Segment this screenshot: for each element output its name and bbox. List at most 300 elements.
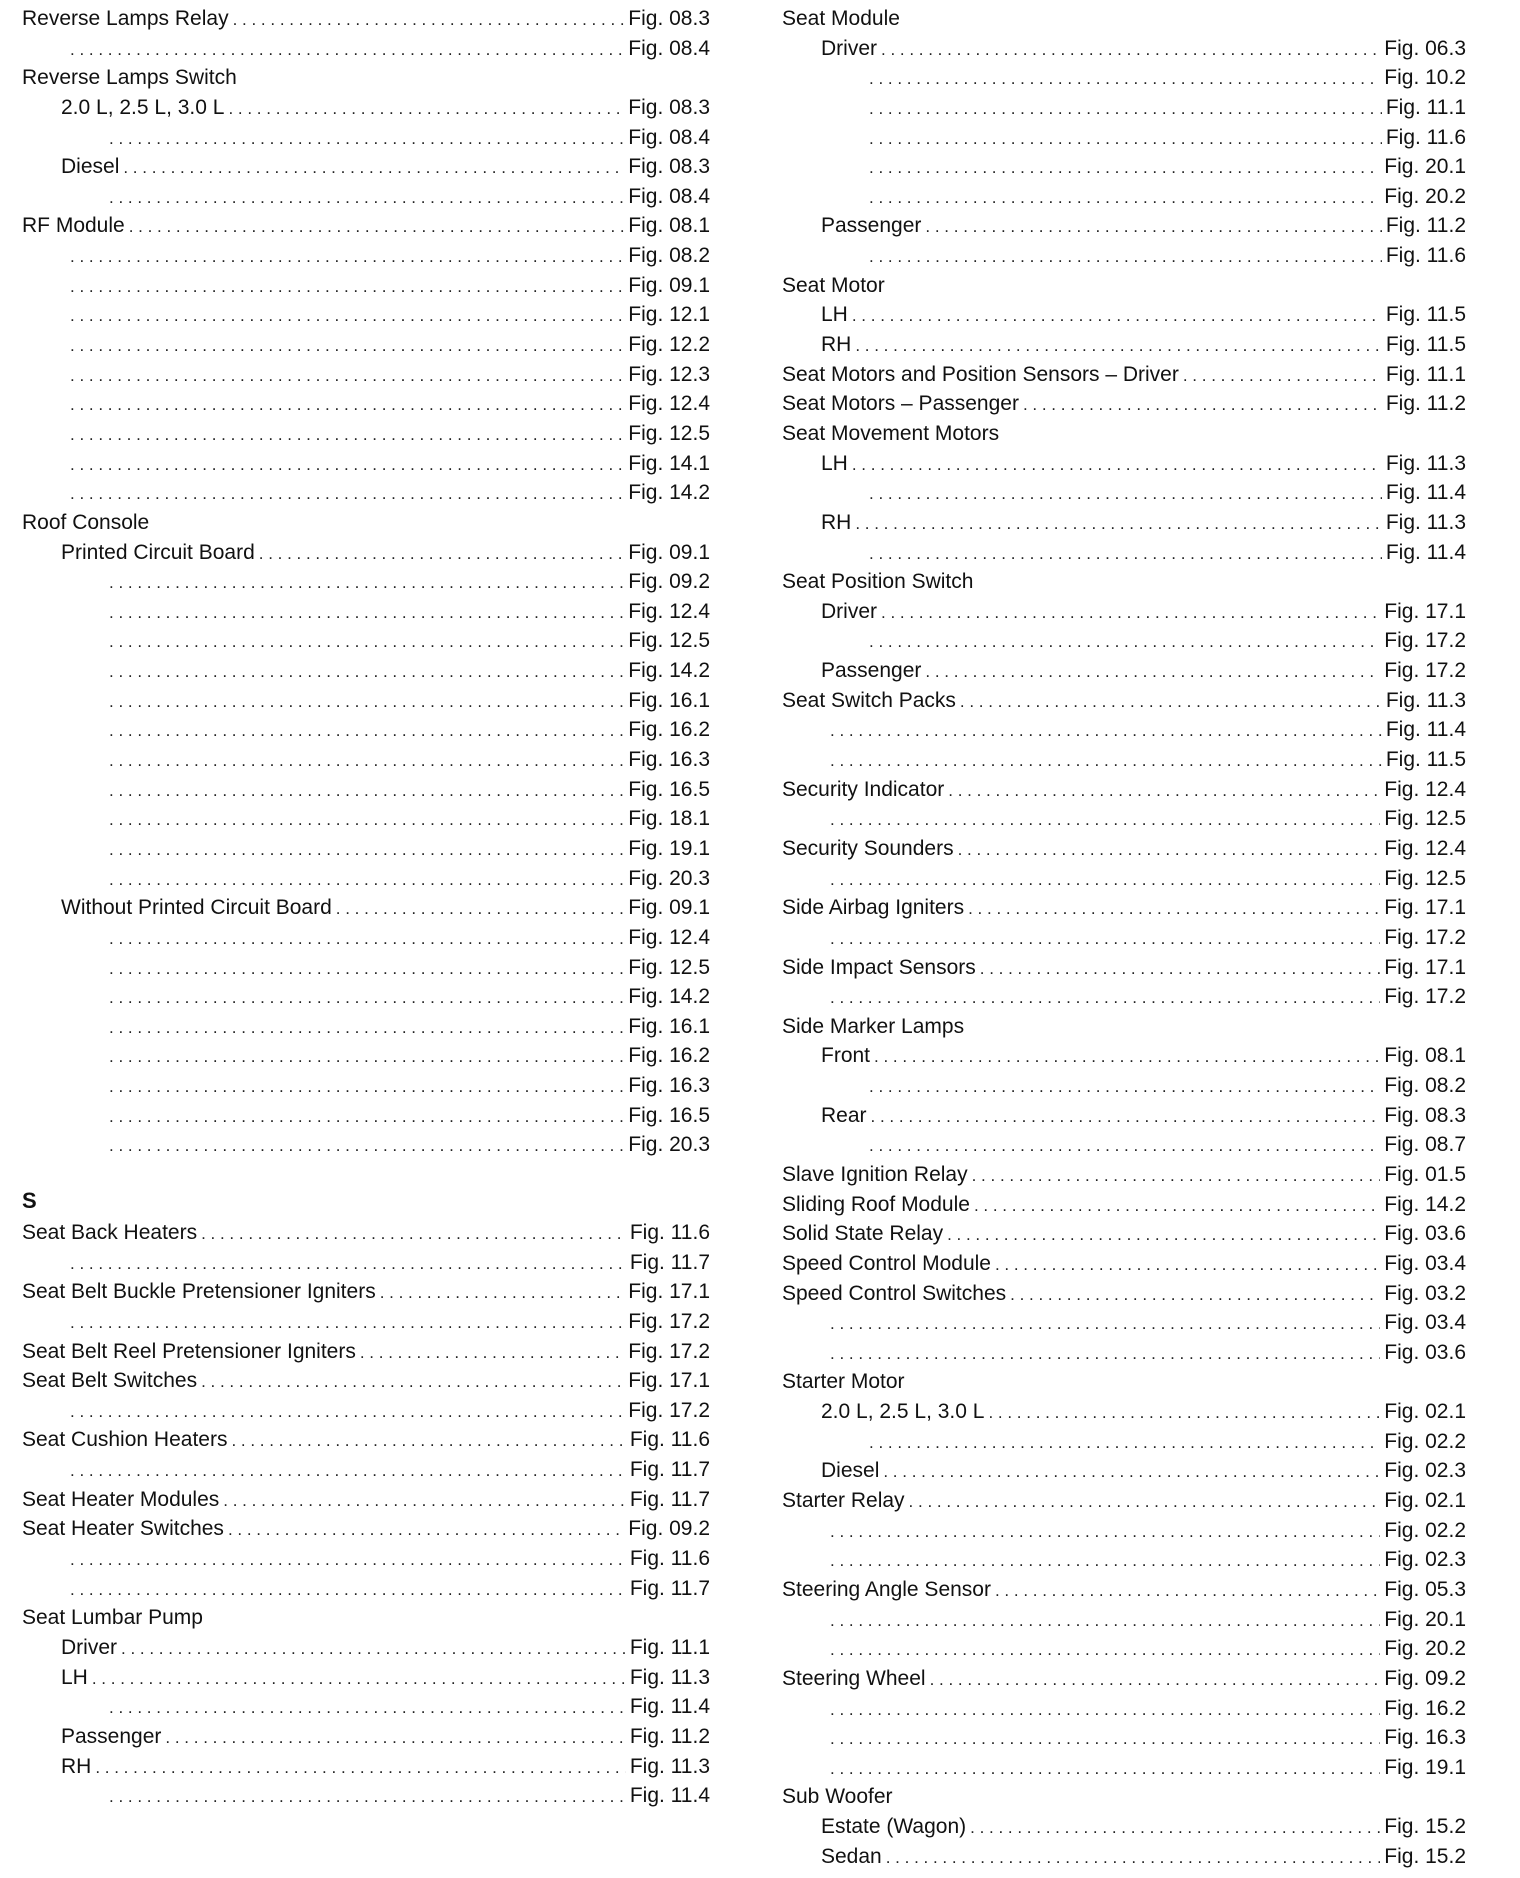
dot-leader xyxy=(259,539,625,569)
dot-leader xyxy=(830,1517,1380,1547)
figure-reference: Fig. 08.4 xyxy=(628,184,710,208)
entry-label: Security Indicator xyxy=(782,777,945,801)
entry-label: Speed Control Module xyxy=(782,1251,991,1275)
entry-label: Security Sounders xyxy=(782,836,954,860)
index-entry xyxy=(22,1337,710,1367)
index-entry-continuation xyxy=(22,567,710,597)
index-entry-continuation xyxy=(782,715,1466,745)
index-entry-continuation xyxy=(782,1694,1466,1724)
dot-leader xyxy=(380,1278,625,1308)
figure-reference: Fig. 11.3 xyxy=(629,1665,710,1689)
dot-leader xyxy=(109,746,624,776)
figure-reference: Fig. 20.3 xyxy=(628,866,710,890)
dot-leader xyxy=(70,1575,626,1605)
entry-label: RH xyxy=(61,1754,92,1778)
figure-reference: Fig. 11.7 xyxy=(629,1576,710,1600)
index-entry xyxy=(782,1249,1466,1279)
index-entry xyxy=(782,1367,1466,1397)
index-entry-continuation xyxy=(782,1753,1466,1783)
dot-leader xyxy=(830,1546,1380,1576)
figure-reference: Fig. 17.2 xyxy=(628,1398,710,1422)
index-entry xyxy=(22,1663,710,1693)
figure-reference: Fig. 16.5 xyxy=(628,1103,710,1127)
index-entry xyxy=(22,1722,710,1752)
figure-reference: Fig. 03.4 xyxy=(1384,1311,1466,1335)
dot-leader xyxy=(869,153,1380,183)
entry-label: Seat Switch Packs xyxy=(782,688,956,712)
figure-reference: Fig. 12.4 xyxy=(1384,836,1466,860)
figure-reference: Fig. 12.5 xyxy=(1384,866,1466,890)
entry-label: Starter Relay xyxy=(782,1489,905,1513)
dot-leader xyxy=(109,687,624,717)
figure-reference: Fig. 16.1 xyxy=(628,1014,710,1038)
figure-reference: Fig. 12.1 xyxy=(628,303,710,327)
dot-leader xyxy=(70,1308,624,1338)
entry-label: Steering Angle Sensor xyxy=(782,1577,991,1601)
figure-reference: Fig. 11.3 xyxy=(1385,451,1466,475)
figure-reference: Fig. 02.3 xyxy=(1384,1459,1466,1483)
index-entry-continuation xyxy=(22,478,710,508)
entry-label: Seat Belt Reel Pretensioner Igniters xyxy=(22,1339,356,1363)
dot-leader xyxy=(995,1250,1380,1280)
entry-label: Seat Cushion Heaters xyxy=(22,1428,228,1452)
index-entry xyxy=(782,1397,1466,1427)
index-entry-continuation xyxy=(22,1692,710,1722)
index-entry-continuation xyxy=(782,182,1466,212)
dot-leader xyxy=(869,479,1382,509)
index-entry xyxy=(782,1012,1466,1042)
dot-leader xyxy=(869,124,1382,154)
index-entry-continuation xyxy=(782,1605,1466,1635)
figure-reference: Fig. 08.3 xyxy=(1384,1103,1466,1127)
index-entry-continuation xyxy=(22,686,710,716)
figure-reference: Fig. 16.3 xyxy=(628,1074,710,1098)
index-entry xyxy=(782,1575,1466,1605)
index-entry-continuation xyxy=(22,1130,710,1160)
index-entry-continuation xyxy=(22,419,710,449)
entry-label: LH xyxy=(821,451,848,475)
dot-leader xyxy=(1023,390,1382,420)
dot-leader xyxy=(70,361,624,391)
index-entry xyxy=(782,1279,1466,1309)
dot-leader xyxy=(869,1072,1380,1102)
figure-reference: Fig. 20.2 xyxy=(1384,1637,1466,1661)
dot-leader xyxy=(948,776,1380,806)
dot-leader xyxy=(925,657,1380,687)
index-entry-continuation xyxy=(782,626,1466,656)
dot-leader xyxy=(871,1102,1381,1132)
index-entry xyxy=(782,1456,1466,1486)
figure-reference: Fig. 17.2 xyxy=(1384,629,1466,653)
index-entry xyxy=(22,1277,710,1307)
figure-reference: Fig. 11.3 xyxy=(629,1754,710,1778)
dot-leader xyxy=(830,805,1380,835)
dot-leader xyxy=(109,983,624,1013)
entry-label: Seat Motors – Passenger xyxy=(782,392,1019,416)
dot-leader xyxy=(109,716,624,746)
dot-leader xyxy=(228,1515,624,1545)
entry-label: Side Marker Lamps xyxy=(782,1014,965,1038)
entry-label: Sliding Roof Module xyxy=(782,1192,970,1216)
figure-reference: Fig. 12.5 xyxy=(628,421,710,445)
index-entry xyxy=(22,1603,710,1633)
dot-leader xyxy=(869,242,1382,272)
index-entry xyxy=(782,567,1466,597)
index-entry xyxy=(782,893,1466,923)
dot-leader xyxy=(109,598,624,628)
dot-leader xyxy=(874,1042,1380,1072)
figure-reference: Fig. 10.2 xyxy=(1384,66,1466,90)
figure-reference: Fig. 20.3 xyxy=(628,1133,710,1157)
index-entry-continuation xyxy=(22,330,710,360)
dot-leader xyxy=(95,1753,626,1783)
figure-reference: Fig. 12.4 xyxy=(628,925,710,949)
figure-reference: Fig. 12.3 xyxy=(628,362,710,386)
figure-reference: Fig. 08.1 xyxy=(628,214,710,238)
entry-label: Seat Belt Buckle Pretensioner Igniters xyxy=(22,1280,376,1304)
dot-leader xyxy=(70,331,624,361)
figure-reference: Fig. 11.1 xyxy=(1385,362,1466,386)
figure-reference: Fig. 09.2 xyxy=(628,570,710,594)
entry-label: Sedan xyxy=(821,1844,882,1868)
figure-reference: Fig. 16.2 xyxy=(1384,1696,1466,1720)
index-entry xyxy=(782,1486,1466,1516)
dot-leader xyxy=(830,1309,1380,1339)
dot-leader xyxy=(974,1191,1380,1221)
entry-label: Driver xyxy=(821,36,877,60)
figure-reference: Fig. 16.2 xyxy=(628,718,710,742)
index-entry-continuation xyxy=(782,241,1466,271)
dot-leader xyxy=(92,1664,626,1694)
dot-leader xyxy=(129,212,625,242)
dot-leader xyxy=(109,1131,624,1161)
dot-leader xyxy=(830,924,1380,954)
dot-leader xyxy=(830,716,1382,746)
dot-leader xyxy=(855,509,1382,539)
entry-label: Seat Heater Switches xyxy=(22,1517,224,1541)
index-entry xyxy=(782,360,1466,390)
index-entry xyxy=(22,1366,710,1396)
entry-label: Starter Motor xyxy=(782,1370,905,1394)
entry-label: Rear xyxy=(821,1103,867,1127)
index-entry xyxy=(782,953,1466,983)
figure-reference: Fig. 14.2 xyxy=(1384,1192,1466,1216)
dot-leader xyxy=(830,1606,1380,1636)
entry-label: Reverse Lamps Switch xyxy=(22,66,237,90)
entry-label: RF Module xyxy=(22,214,125,238)
index-entry xyxy=(22,538,710,568)
figure-reference: Fig. 11.7 xyxy=(629,1487,710,1511)
figure-reference: Fig. 08.3 xyxy=(628,7,710,30)
index-entry-continuation xyxy=(782,1516,1466,1546)
entry-label: Seat Movement Motors xyxy=(782,421,1000,445)
figure-reference: Fig. 12.5 xyxy=(628,629,710,653)
index-entry xyxy=(782,330,1466,360)
index-entry-continuation xyxy=(782,745,1466,775)
index-entry xyxy=(22,152,710,182)
figure-reference: Fig. 14.2 xyxy=(628,481,710,505)
dot-leader xyxy=(886,1843,1381,1873)
index-entry-continuation xyxy=(22,1071,710,1101)
dot-leader xyxy=(70,390,624,420)
dot-leader xyxy=(121,1634,626,1664)
dot-leader xyxy=(830,865,1380,895)
entry-label: Driver xyxy=(61,1635,117,1659)
entry-label: Speed Control Switches xyxy=(782,1281,1007,1305)
index-entry-continuation xyxy=(22,745,710,775)
index-entry xyxy=(782,1160,1466,1190)
entry-label: Steering Wheel xyxy=(782,1666,926,1690)
index-entry xyxy=(22,1218,710,1248)
figure-reference: Fig. 17.2 xyxy=(1384,925,1466,949)
dot-leader xyxy=(1183,361,1382,391)
index-entry-continuation xyxy=(782,1545,1466,1575)
figure-reference: Fig. 08.3 xyxy=(628,95,710,119)
dot-leader xyxy=(869,1428,1380,1458)
figure-reference: Fig. 17.2 xyxy=(628,1339,710,1363)
dot-leader xyxy=(869,94,1382,124)
figure-reference: Fig. 17.1 xyxy=(1384,896,1466,920)
figure-reference: Fig. 09.2 xyxy=(628,1517,710,1541)
index-entry-continuation xyxy=(22,34,710,64)
index-entry-continuation xyxy=(22,923,710,953)
figure-reference: Fig. 11.6 xyxy=(629,1220,710,1244)
figure-reference: Fig. 20.1 xyxy=(1384,1607,1466,1631)
index-entry xyxy=(22,1514,710,1544)
entry-label: Seat Heater Modules xyxy=(22,1487,220,1511)
dot-leader xyxy=(830,746,1382,776)
index-entry-continuation xyxy=(782,538,1466,568)
index-entry-continuation xyxy=(22,953,710,983)
dot-leader xyxy=(109,1042,624,1072)
index-entry-continuation xyxy=(782,152,1466,182)
index-entry-continuation xyxy=(22,597,710,627)
index-entry-continuation xyxy=(22,715,710,745)
figure-reference: Fig. 12.4 xyxy=(1384,777,1466,801)
dot-leader xyxy=(70,301,624,331)
entry-label: Seat Position Switch xyxy=(782,570,974,594)
dot-leader xyxy=(360,1338,624,1368)
figure-reference: Fig. 03.2 xyxy=(1384,1281,1466,1305)
dot-leader xyxy=(830,1695,1380,1725)
figure-reference: Fig. 02.2 xyxy=(1384,1429,1466,1453)
dot-leader xyxy=(909,1487,1381,1517)
figure-reference: Fig. 17.1 xyxy=(628,1369,710,1393)
index-entry xyxy=(782,1041,1466,1071)
entry-label: Roof Console xyxy=(22,510,150,534)
index-entry-continuation xyxy=(782,478,1466,508)
index-entry-continuation xyxy=(22,1041,710,1071)
index-entry-continuation xyxy=(22,1012,710,1042)
dot-leader xyxy=(336,894,625,924)
dot-leader xyxy=(70,1249,626,1279)
entry-label: RH xyxy=(821,333,852,357)
dot-leader xyxy=(201,1219,626,1249)
figure-reference: Fig. 15.2 xyxy=(1384,1844,1466,1868)
entry-label: Side Airbag Igniters xyxy=(782,896,965,920)
index-entry-continuation xyxy=(22,449,710,479)
index-entry-continuation xyxy=(22,271,710,301)
dot-leader xyxy=(109,1072,624,1102)
index-entry xyxy=(782,686,1466,716)
figure-reference: Fig. 02.2 xyxy=(1384,1518,1466,1542)
index-entry-continuation xyxy=(22,626,710,656)
index-entry xyxy=(782,300,1466,330)
dot-leader xyxy=(830,1724,1380,1754)
dot-leader xyxy=(830,1754,1380,1784)
dot-leader xyxy=(869,64,1380,94)
dot-leader xyxy=(109,183,624,213)
index-entry xyxy=(782,834,1466,864)
entry-label: Reverse Lamps Relay xyxy=(22,7,229,30)
entry-label: Side Impact Sensors xyxy=(782,955,976,979)
dot-leader xyxy=(70,1397,624,1427)
figure-reference: Fig. 20.2 xyxy=(1384,184,1466,208)
dot-leader xyxy=(109,124,624,154)
dot-leader xyxy=(109,924,624,954)
dot-leader xyxy=(223,1486,626,1516)
index-entry xyxy=(22,4,710,34)
dot-leader xyxy=(70,242,624,272)
index-entry xyxy=(782,211,1466,241)
index-entry xyxy=(22,1752,710,1782)
dot-leader xyxy=(869,539,1382,569)
index-entry xyxy=(22,1425,710,1455)
dot-leader xyxy=(869,183,1380,213)
dot-leader xyxy=(830,1339,1380,1369)
figure-reference: Fig. 08.2 xyxy=(1384,1074,1466,1098)
dot-leader xyxy=(881,35,1380,65)
entry-label: Solid State Relay xyxy=(782,1222,944,1246)
dot-leader xyxy=(869,1131,1380,1161)
entry-label: Seat Lumbar Pump xyxy=(22,1606,203,1630)
figure-reference: Fig. 11.2 xyxy=(1385,214,1466,238)
entry-label: Driver xyxy=(821,599,877,623)
dot-leader xyxy=(925,212,1381,242)
entry-label: Estate (Wagon) xyxy=(821,1815,967,1839)
dot-leader xyxy=(165,1723,625,1753)
entry-label: 2.0 L, 2.5 L, 3.0 L xyxy=(61,95,225,119)
dot-leader xyxy=(830,1635,1380,1665)
index-entry xyxy=(782,656,1466,686)
dot-leader xyxy=(70,479,624,509)
figure-reference: Fig. 11.3 xyxy=(1385,510,1466,534)
figure-reference: Fig. 14.1 xyxy=(628,451,710,475)
index-entry xyxy=(22,893,710,923)
figure-reference: Fig. 11.5 xyxy=(1385,333,1466,357)
figure-reference: Fig. 16.5 xyxy=(628,777,710,801)
figure-reference: Fig. 12.4 xyxy=(628,392,710,416)
index-entry xyxy=(782,1190,1466,1220)
index-entry-continuation xyxy=(22,775,710,805)
index-entry-continuation xyxy=(782,1723,1466,1753)
index-entry-continuation xyxy=(22,1396,710,1426)
figure-reference: Fig. 11.4 xyxy=(629,1695,710,1719)
entry-label: LH xyxy=(61,1665,88,1689)
figure-reference: Fig. 09.1 xyxy=(628,540,710,564)
index-entry-continuation xyxy=(22,360,710,390)
index-entry-continuation xyxy=(782,864,1466,894)
dot-leader xyxy=(1010,1280,1380,1310)
dot-leader xyxy=(70,1545,626,1575)
entry-label: LH xyxy=(821,303,848,327)
dot-leader xyxy=(109,568,624,598)
entry-label: Printed Circuit Board xyxy=(61,540,255,564)
figure-reference: Fig. 02.3 xyxy=(1384,1548,1466,1572)
index-entry-continuation xyxy=(22,1101,710,1131)
figure-reference: Fig. 08.2 xyxy=(628,244,710,268)
dot-leader xyxy=(109,657,624,687)
index-entry-continuation xyxy=(22,1455,710,1485)
figure-reference: Fig. 19.1 xyxy=(628,836,710,860)
figure-reference: Fig. 20.1 xyxy=(1384,155,1466,179)
dot-leader xyxy=(109,954,624,984)
dot-leader xyxy=(869,627,1380,657)
index-entry xyxy=(782,271,1466,301)
figure-reference: Fig. 08.4 xyxy=(628,125,710,149)
figure-reference: Fig. 02.1 xyxy=(1384,1400,1466,1424)
dot-leader xyxy=(970,1813,1380,1843)
figure-reference: Fig. 11.1 xyxy=(1385,95,1466,119)
dot-leader xyxy=(70,1456,626,1486)
dot-leader xyxy=(968,894,1380,924)
dot-leader xyxy=(231,1426,625,1456)
figure-reference: Fig. 11.7 xyxy=(629,1250,710,1274)
dot-leader xyxy=(852,450,1382,480)
dot-leader xyxy=(109,1693,626,1723)
dot-leader xyxy=(881,598,1380,628)
figure-reference: Fig. 08.1 xyxy=(1384,1044,1466,1068)
index-entry xyxy=(782,1842,1466,1872)
index-entry-continuation xyxy=(782,93,1466,123)
figure-reference: Fig. 17.2 xyxy=(1384,659,1466,683)
index-entry-continuation xyxy=(22,1574,710,1604)
dot-leader xyxy=(972,1161,1381,1191)
entry-label: Passenger xyxy=(61,1724,162,1748)
index-entry xyxy=(782,4,1466,34)
dot-leader xyxy=(883,1457,1380,1487)
index-entry-continuation xyxy=(22,982,710,1012)
index-entry-continuation xyxy=(22,300,710,330)
figure-reference: Fig. 06.3 xyxy=(1384,36,1466,60)
figure-reference: Fig. 19.1 xyxy=(1384,1755,1466,1779)
index-entry-continuation xyxy=(22,834,710,864)
index-entry-continuation xyxy=(782,1308,1466,1338)
entry-label: Sub Woofer xyxy=(782,1785,893,1809)
dot-leader xyxy=(201,1367,624,1397)
index-entry-continuation xyxy=(782,804,1466,834)
index-entry-continuation xyxy=(782,123,1466,153)
index-entry-continuation xyxy=(22,656,710,686)
figure-reference: Fig. 16.3 xyxy=(1384,1726,1466,1750)
dot-leader xyxy=(855,331,1382,361)
entry-label: Seat Module xyxy=(782,7,900,30)
index-entry xyxy=(22,1485,710,1515)
figure-reference: Fig. 12.5 xyxy=(628,955,710,979)
figure-reference: Fig. 11.2 xyxy=(1385,392,1466,416)
figure-reference: Fig. 08.4 xyxy=(628,36,710,60)
entry-label: Seat Motor xyxy=(782,273,885,297)
figure-reference: Fig. 16.3 xyxy=(628,748,710,772)
entry-label: Diesel xyxy=(821,1459,880,1483)
index-column-right xyxy=(782,4,1466,1871)
figure-reference: Fig. 09.2 xyxy=(1384,1666,1466,1690)
entry-label: 2.0 L, 2.5 L, 3.0 L xyxy=(821,1400,985,1424)
index-entry-continuation xyxy=(22,241,710,271)
entry-label: Without Printed Circuit Board xyxy=(61,896,332,920)
figure-reference: Fig. 18.1 xyxy=(628,807,710,831)
dot-leader xyxy=(830,983,1380,1013)
